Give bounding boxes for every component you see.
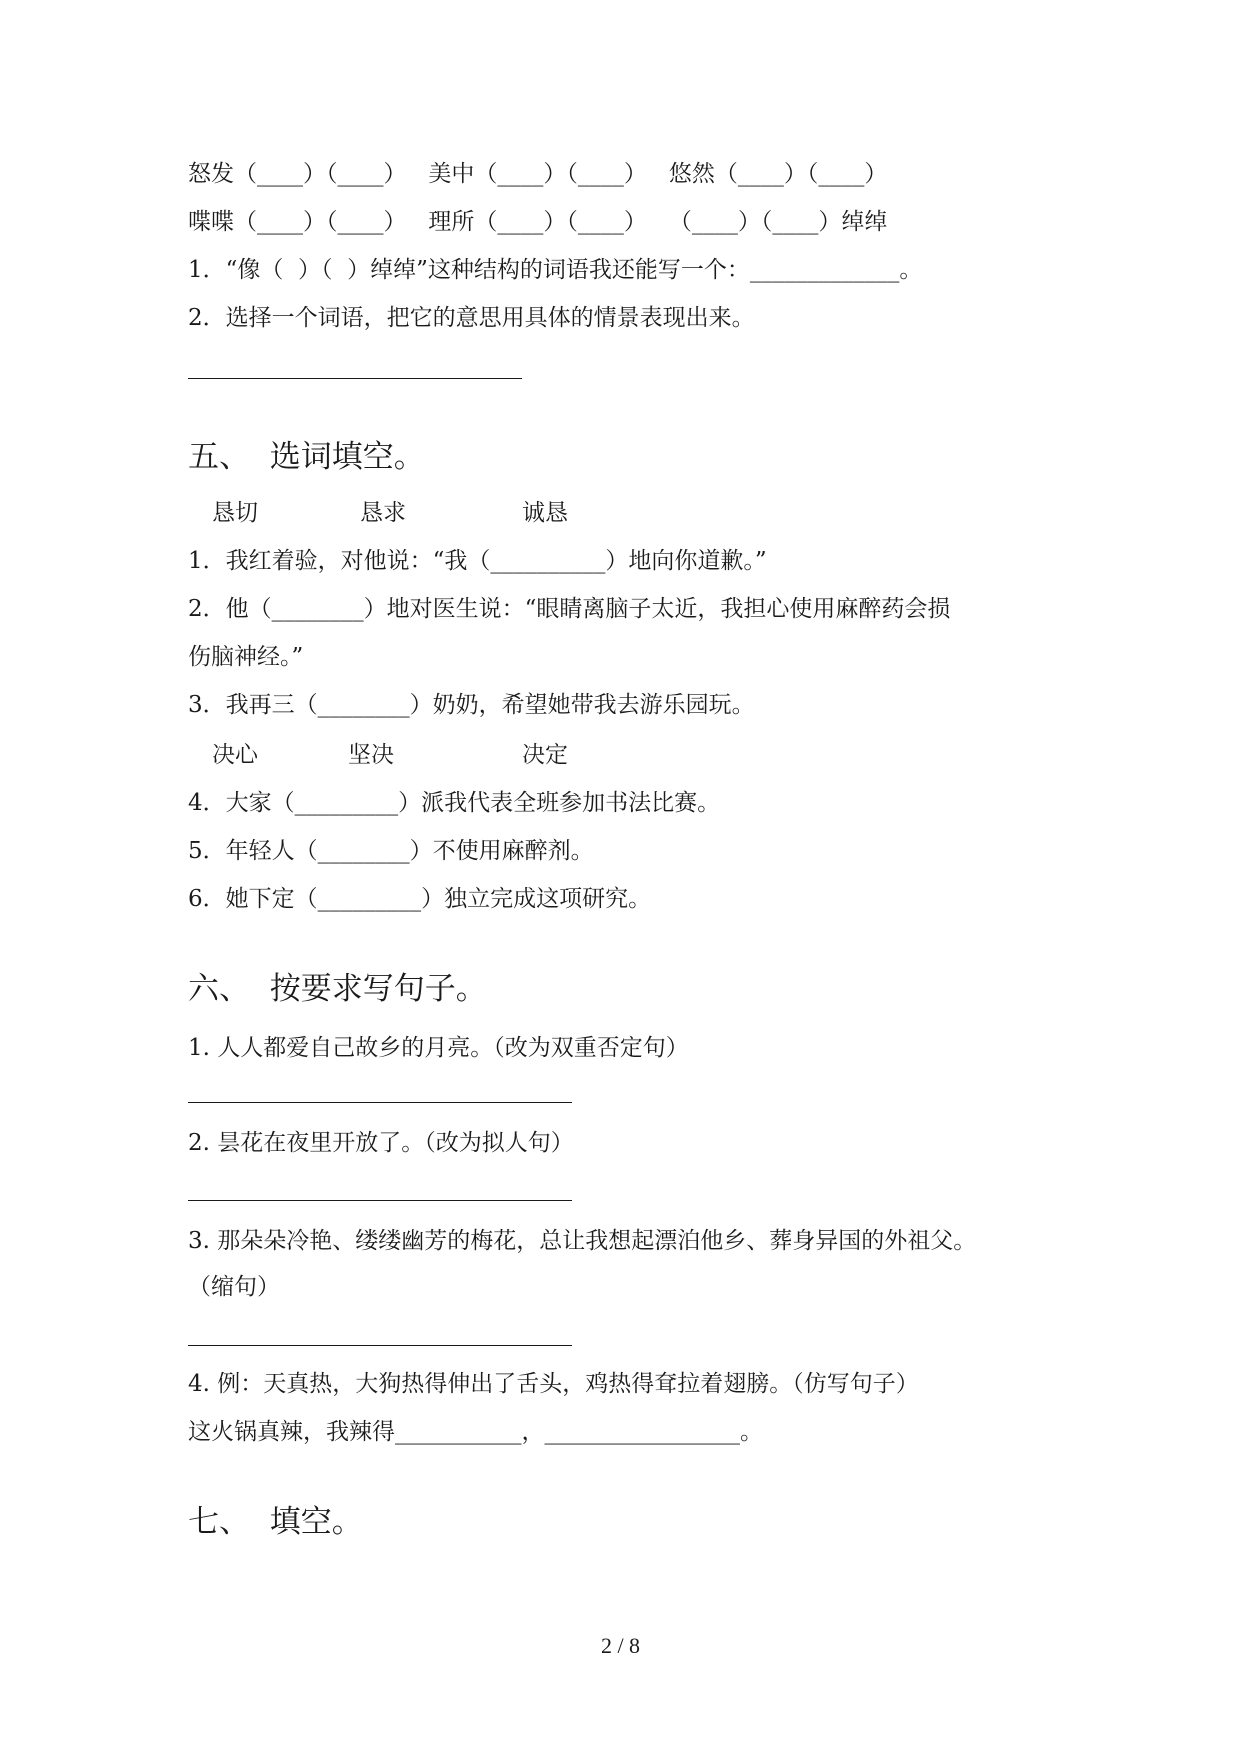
question-4-2: 2．选择一个词语，把它的意思用具体的情景表现出来。 — [188, 305, 755, 331]
word-option: 决定 — [522, 742, 568, 768]
fill-question: 6．她下定（_________）独立完成这项研究。 — [188, 886, 652, 912]
sentence-question: 4. 例：天真热，大狗热得伸出了舌头，鸡热得耷拉着翅膀。（仿写句子） — [188, 1371, 919, 1397]
answer-line — [188, 1345, 572, 1346]
section-6-heading: 六、 按要求写句子。 — [188, 971, 487, 1007]
word-option: 坚决 — [348, 742, 394, 768]
sentence-question: 2. 昙花在夜里开放了。（改为拟人句） — [188, 1130, 574, 1156]
word-option: 诚恳 — [522, 500, 568, 526]
fill-question: 伤脑神经。” — [188, 644, 304, 670]
sentence-question: 1. 人人都爱自己故乡的月亮。（改为双重否定句） — [188, 1035, 689, 1061]
answer-line — [188, 1102, 572, 1103]
fill-question: 5．年轻人（________）不使用麻醉剂。 — [188, 838, 594, 864]
answer-line — [188, 1200, 572, 1201]
sentence-question: 这火锅真辣，我辣得___________，_________________。 — [188, 1419, 763, 1445]
word-option: 恳切 — [212, 500, 258, 526]
idiom-row-1: 怒发（____）（____） 美中（____）（____） 悠然（____）（____） — [188, 161, 888, 187]
page-number: 2 / 8 — [600, 1633, 641, 1658]
sentence-question: 3. 那朵朵冷艳、缕缕幽芳的梅花，总让我想起漂泊他乡、葬身异国的外祖父。 — [188, 1228, 977, 1254]
section-7-heading: 七、 填空。 — [188, 1504, 363, 1540]
word-option: 恳求 — [360, 500, 406, 526]
question-4-1: 1．“像（ ）（ ）绰绰”这种结构的词语我还能写一个：_____________。 — [188, 257, 923, 283]
word-option: 决心 — [212, 742, 258, 768]
fill-question: 1．我红着验，对他说：“我（__________）地向你道歉。” — [188, 548, 767, 574]
answer-line — [188, 378, 522, 379]
fill-question: 3．我再三（________）奶奶，希望她带我去游乐园玩。 — [188, 692, 755, 718]
section-5-heading: 五、 选词填空。 — [188, 439, 425, 475]
fill-question: 2．他（________）地对医生说：“眼睛离脑子太近，我担心使用麻醉药会损 — [188, 596, 951, 622]
sentence-question: （缩句） — [188, 1274, 280, 1300]
idiom-row-2: 喋喋（____）（____） 理所（____）（____） （____）（____）绰绰 — [188, 209, 888, 235]
fill-question: 4．大家（_________）派我代表全班参加书法比赛。 — [188, 790, 721, 816]
